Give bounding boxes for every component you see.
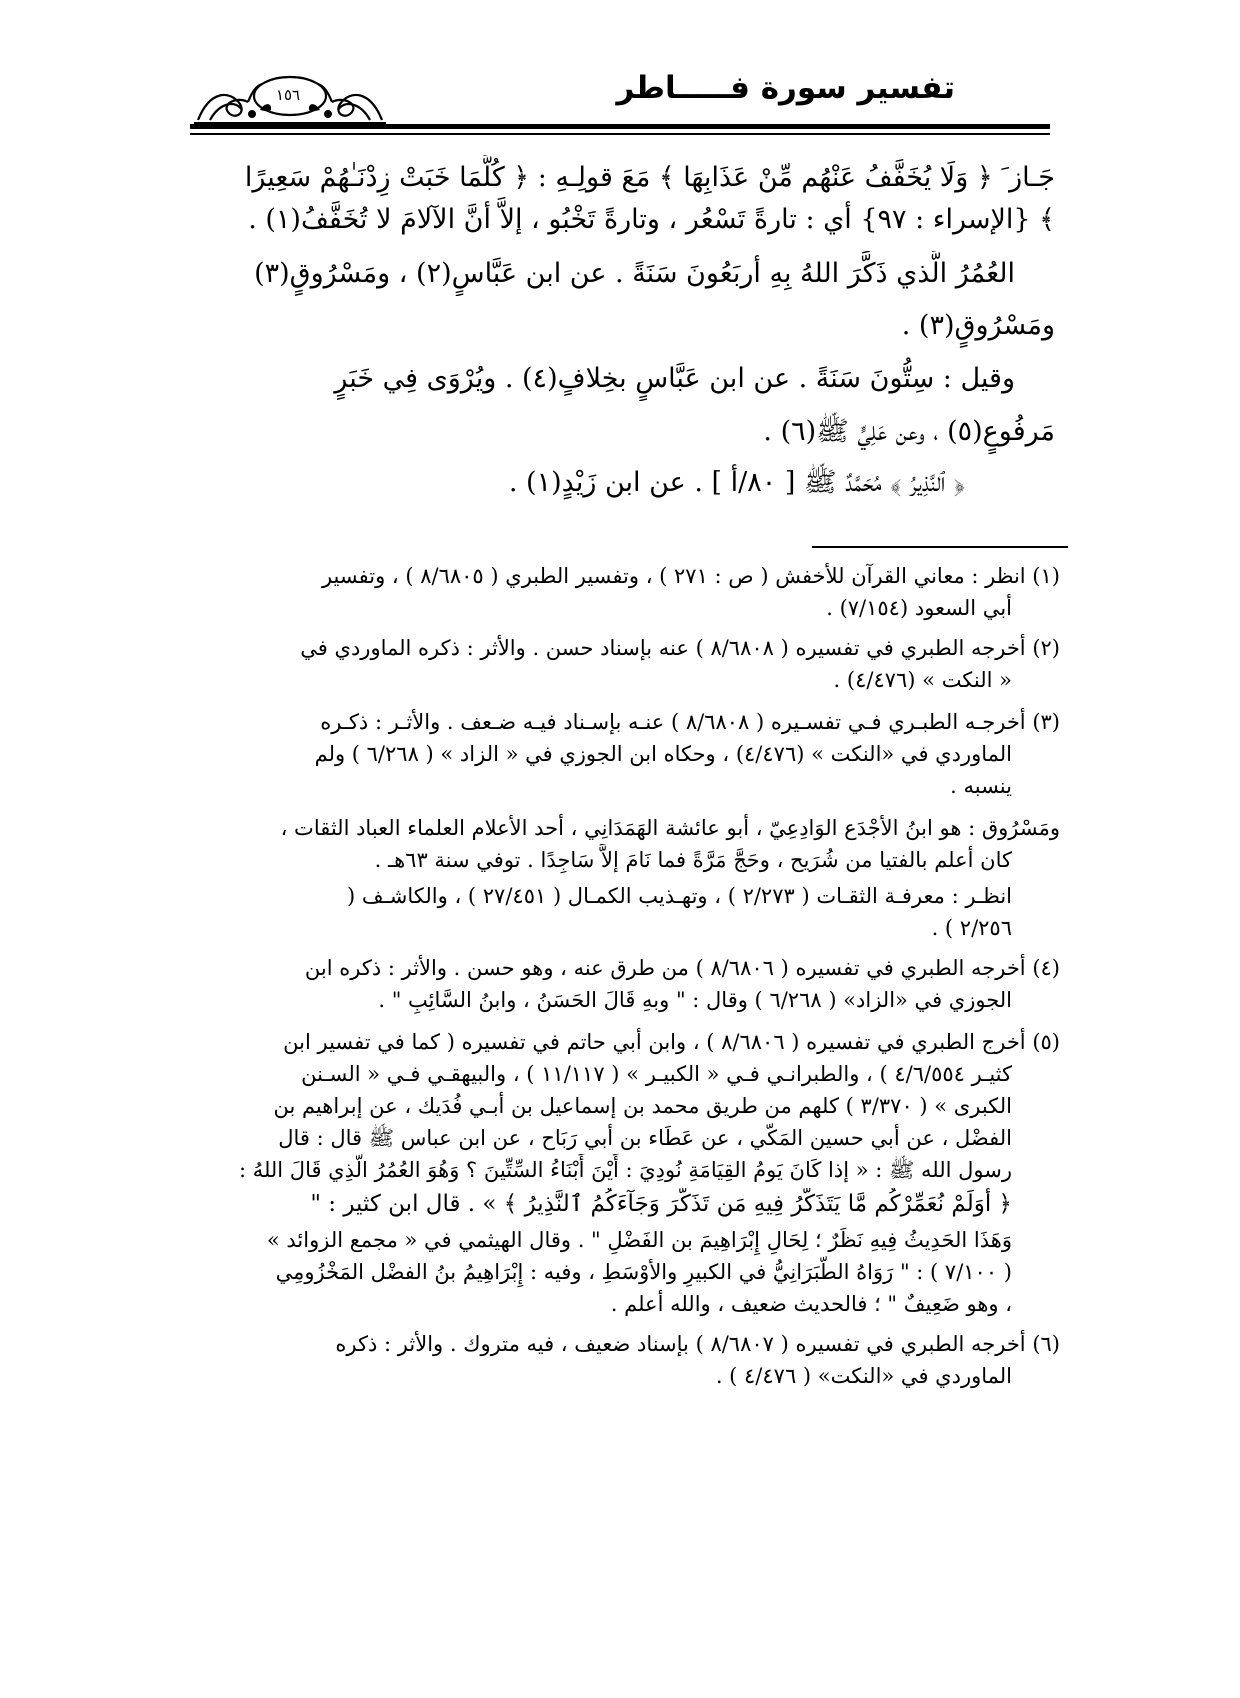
text-line: وقيل : سِتُّونَ سَنَةً . عن ابن عَبَّاسٍ بخِلافٍ(٤) . ويُرْوَى فِي خَبَرٍ: [334, 363, 1015, 394]
footnote-line: انظـر : معرفـة الثقـات ( ٢/٢٧٣ ) ، وتهـذيب الكمـال ( ٢٧/٤٥١ ) ، والكاشـف (: [347, 884, 1012, 908]
footnote-line: رسول الله ﷺ : « إذا كَانَ يَومُ القِيَامَةِ نُودِيَ : أَيْنَ أَبْنَاءُ السِّتِّينَ ؟ وَهُوَ العُمُرُ الَّذِي قَالَ اللهُ :: [238, 1158, 1012, 1182]
header-rule-thick: [190, 124, 1050, 129]
footnote-line: كان أعلم بالفتيا من شُرَيح ، وحَجَّ مَرَّةً فما نَامَ إلاَّ سَاجِدًا . توفي سنة ٦٣هـ .: [374, 848, 1012, 872]
header-rule-thin: [190, 133, 1050, 135]
footnote-line: (٥) أخرج الطبري في تفسيره ( ٨/٦٨٠٦ ) ، وابن أبي حاتم في تفسيره ( كما في تفسير ابن: [283, 1030, 1060, 1054]
footnote-line: الكبرى » ( ٣/٣٧٠ ) كلهم من طريق محمد بن إسماعيل بن أبـي فُدَيك ، عن إبراهيم بن: [273, 1094, 1012, 1118]
footnote-line: (٢) أخرجه الطبري في تفسيره ( ٨/٦٨٠٨ ) عنه بإسناد حسن . والأثر : ذكره الماوردي في: [300, 636, 1060, 660]
text-line: جَـاز َ ﴿ وَلَا يُخَفَّفُ عَنْهُم مِّنْ عَذَابِهَا ﴾ مَعَ قولِـهِ : ﴿ كُلَّمَا خَبَتْ زِدْنَـٰهُمْ سَعِيرًا: [244, 162, 1055, 193]
footnote-line: وَهَذَا الحَدِيثُ فِيهِ نَظَرٌ ؛ لِحَالِ إِبْرَاهِيمَ بن الفَضْلِ " . وقال الهيثمي في « مجمع الزوائد »: [266, 1228, 1012, 1252]
footnote-separator: [812, 546, 1068, 548]
page-number: ١٥٦: [275, 86, 301, 104]
footnote-line: (١) انظر : معاني القرآن للأخفش ( ص : ٢٧١ ) ، وتفسير الطبري ( ٨/٦٨٠٥ ) ، وتفسير: [321, 564, 1060, 588]
text-line: مَرفُوعٍ(٥) ، وعن عَلِيٍّ ﷺ(٦) .: [763, 416, 1055, 447]
footnote-line: ومَسْرُوق : هو ابنُ الأجْدَع الوَادِعِيّ ، أبو عائشة الهَمَدَانِي ، أحد الأعلام العلماء العباد الثقات ،: [280, 816, 1060, 840]
footnote-line: الفضْل ، عن أبي حسين المَكّي ، عن عَطَاء بن أبي رَبَاح ، عن ابن عباس ﷺ قال : قال: [278, 1126, 1012, 1150]
text-line: ومَسْرُوقٍ(٣) .: [901, 310, 1055, 341]
footnote-line: الماوردي في «النكت» ( ٤/٤٧٦ ) .: [715, 1364, 1012, 1388]
page-header-title: تفسير سورة فـــــاطر: [616, 70, 955, 106]
footnote-line: ينسبه .: [950, 774, 1012, 798]
text-line: ﴾ {الإسراء : ٩٧} أي : تارةً تَسْعُر ، وتارةً تَخْبُو ، إلاَّ أنَّ الآلامَ لا تُخَفَّفُ(١) .: [248, 204, 1055, 235]
footnote-line: (٣) أخرجـه الطبـري فـي تفسـيره ( ٨/٦٨٠٨ ) عنـه بإسـناد فيـه ضـعف . والأثـر : ذكـره: [320, 710, 1060, 734]
text-line: ﴿ ٱلنَّذِيرُ ﴾ مُحَمَّدٌ ﷺ [ ٨٠/أ ] . عن ابن زَيْدٍ(١) .: [508, 467, 965, 498]
footnote-line: (٦) أخرجه الطبري في تفسيره ( ٨/٦٨٠٧ ) بإسناد ضعيف ، فيه متروك . والأثر : ذكره: [335, 1332, 1060, 1356]
footnote-line: أبي السعود (٧/١٥٤) .: [826, 596, 1012, 620]
footnote-line: ٢/٢٥٦ ) .: [931, 916, 1012, 940]
footnote-line: كثيـر ٤/٦/٥٥٤ ) ، والطبرانـي فـي « الكبيـر » ( ١١/١١٧ ) ، والبيهقـي فـي « السـنن: [301, 1062, 1012, 1086]
text-line: العُمُرُ الَّذي ذَكَّرَ اللهُ بِهِ أربَعُونَ سَنَةً . عن ابن عَبَّاسٍ(٢) ، ومَسْرُوقٍ(٣): [254, 258, 1015, 289]
footnote-line: ، وهو ضَعِيفٌ " ؛ فالحديث ضعيف ، والله أعلم .: [610, 1292, 1012, 1316]
footnote-line: ﴿ أَوَلَمْ نُعَمِّرْكُم مَّا يَتَذَكَّرُ فِيهِ مَن تَذَكَّرَ وَجَآءَكُمُ ٱلنَّذِيرُ ﴾ » . قال ابن كثير : ": [310, 1191, 1012, 1217]
footnote-line: الجوزي في «الزاد» ( ٦/٢٦٨ ) وقال : " وبهِ قَالَ الحَسَنُ ، وابنُ السَّائِبِ " .: [378, 988, 1012, 1012]
footnote-line: « النكت » (٤/٤٧٦) .: [833, 668, 1012, 692]
footnote-line: الماوردي في «النكت » (٤/٤٧٦) ، وحكاه ابن الجوزي في « الزاد » ( ٦/٢٦٨ ) ولم: [314, 742, 1012, 766]
footnote-line: ( ٧/١٠٠ ) : " رَوَاهُ الطَّبَرَانِيُّ في الكبيرِ والأوْسَطِ ، وفيه : إِبْرَاهِيمُ بنُ الفضْل المَخْزُومِي: [275, 1260, 1012, 1284]
footnote-line: (٤) أخرجه الطبري في تفسيره ( ٨/٦٨٠٦ ) من طرق عنه ، وهو حسن . والأثر : ذكره ابن: [304, 956, 1060, 980]
